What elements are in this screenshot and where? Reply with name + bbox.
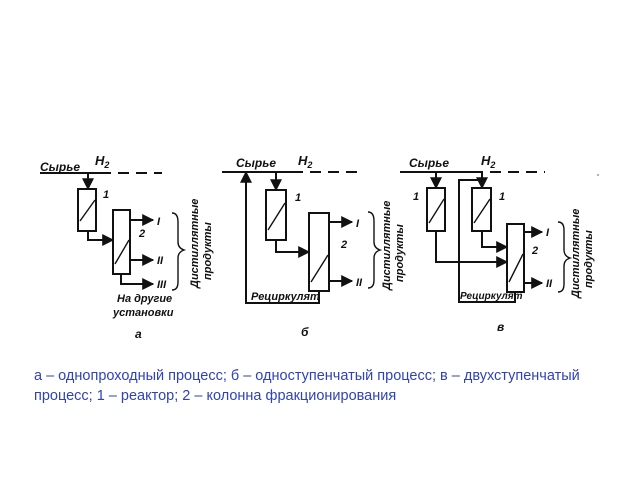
fraction-ii-a: II: [157, 255, 164, 267]
panel-b: [222, 153, 406, 339]
reactor-1-c: [427, 188, 445, 231]
recycle-label-b: Рециркулят: [251, 291, 320, 303]
figure-caption: а – однопроходный процесс; б – одноступенчатый процесс; в – двухступенчатый процесс; 1 – реактор; 2 – колонна фракционирования: [34, 368, 580, 404]
distillate-label-b-2: продукты: [394, 224, 406, 282]
reactor-number-b: 1: [295, 192, 302, 204]
recycle-label-c: Рециркулят: [460, 291, 523, 302]
feed-label-b: Сырье: [236, 156, 277, 170]
bracket-b: [368, 212, 380, 288]
fraction-i-a: I: [157, 216, 161, 228]
column-number-b: 2: [341, 239, 348, 251]
panel-letter-a: а: [135, 327, 142, 341]
feed-label-c: Сырье: [409, 156, 450, 170]
bracket-c: [558, 222, 570, 292]
reactor-number-a: 1: [103, 189, 110, 201]
other-units-label-1: На другие: [117, 293, 173, 305]
distillate-label-a-2: продукты: [202, 222, 214, 280]
feed-label-a: Сырье: [40, 160, 81, 174]
distillate-label-c-1: Дистиллятные: [570, 208, 582, 298]
reactor-b: [266, 190, 286, 240]
reactor-number-c2: 1: [499, 191, 506, 203]
distillate-label-c-2: продукты: [583, 230, 595, 288]
fraction-ii-b: II: [356, 277, 363, 289]
bracket-a: [172, 213, 184, 290]
fraction-i-c: I: [546, 227, 550, 239]
hydrogen-label-b: $H_2$: [298, 153, 313, 170]
panel-letter-b: б: [301, 325, 309, 339]
column-number-c: 2: [532, 245, 539, 257]
distillate-label-a-1: Дистиллятные: [189, 198, 201, 288]
fraction-ii-c: II: [546, 278, 553, 290]
column-number-a: 2: [139, 228, 146, 240]
reactor-2-c: [472, 188, 491, 231]
fraction-i-b: I: [356, 218, 360, 230]
distillate-label-b-1: Дистиллятные: [381, 200, 393, 290]
panel-letter-c: в: [497, 320, 505, 334]
panel-a: [40, 153, 214, 341]
fraction-iii-a: III: [157, 279, 167, 291]
panel-c: [400, 153, 599, 334]
reactor-number-c1: 1: [413, 191, 420, 203]
other-units-label-2: установки: [113, 307, 174, 319]
hydrogen-label-c: $H_2$: [481, 153, 496, 170]
hydrogen-label-a: $H_2$: [95, 153, 110, 170]
